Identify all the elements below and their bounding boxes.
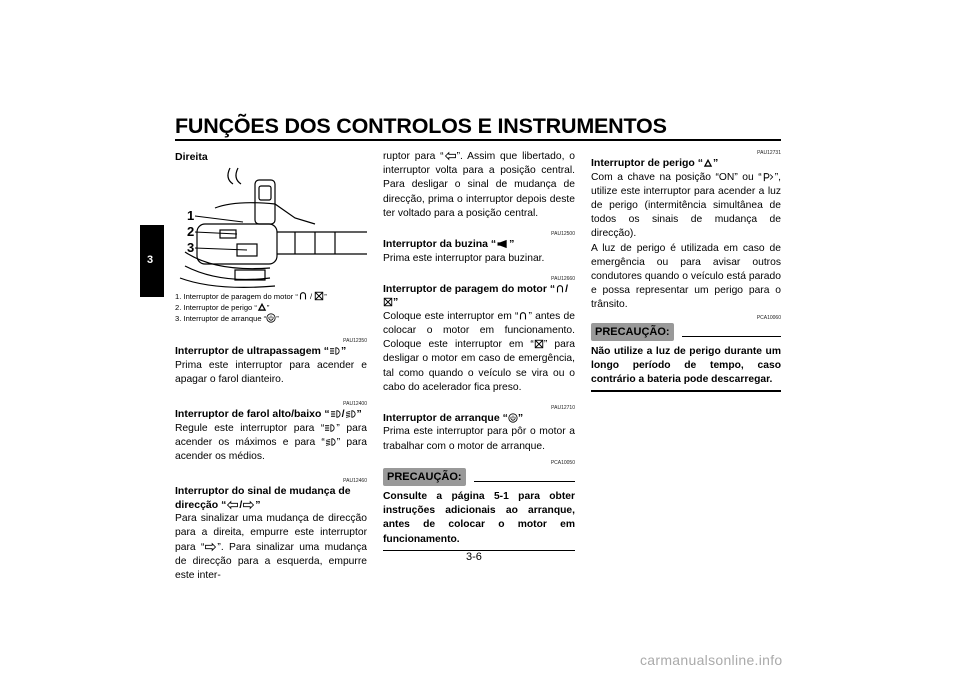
section-title: Interruptor de paragem do motor “ /” (383, 282, 569, 309)
high-beam-icon (329, 346, 341, 356)
section-body: Prima este interruptor para buzinar. (383, 252, 545, 264)
turn-right-icon (242, 500, 255, 510)
high-beam-icon (324, 423, 336, 433)
section-title: Interruptor de arranque “ ” (383, 411, 524, 424)
handlebar-illustration (175, 166, 367, 291)
section-subtitle: Direita (175, 151, 208, 163)
warning-end-rule (591, 390, 781, 392)
column-2 (383, 150, 575, 551)
warning-label: PRECAUÇÃO: (383, 468, 466, 486)
section-code: PAU12400 (343, 401, 367, 408)
section-body: ruptor para “ ”. Assim que libertado, o interruptor volta para a posição central. Para desligar o sinal de mudança de direcção, prima o interruptor depois deste ter voltado para a posição central. (383, 151, 575, 219)
hazard-icon (703, 158, 713, 168)
engine-stop-icon (383, 297, 393, 307)
callout-3: 3 (187, 240, 195, 256)
turn-left-icon (444, 151, 457, 161)
caption-1: 1. Interruptor de paragem do motor “ / ” (175, 292, 327, 302)
turn-right-icon (204, 542, 217, 552)
section-code: PAU12350 (343, 338, 367, 345)
section-code: PAU12660 (551, 275, 575, 282)
section-title: Interruptor do sinal de mudança de direcção “ / ” (175, 485, 351, 511)
section-title: Interruptor da buzina “ ” (383, 238, 515, 251)
column-1 (175, 150, 367, 583)
section-code: PAU12731 (757, 150, 781, 156)
section-code: PAU12710 (551, 404, 575, 411)
horn-icon (496, 239, 509, 249)
section-body-2: A luz de perigo é utilizada em caso de emergência ou para avisar outros condutores quando o veículo está parado e possa representar um perigo para o trânsito. (591, 242, 781, 311)
section-title: Interruptor de perigo “ ” (591, 157, 719, 169)
watermark: carmanualsonline.info (640, 652, 783, 668)
page-title: FUNÇÕES DOS CONTROLOS E INSTRUMENTOS (175, 114, 667, 138)
start-icon (508, 413, 518, 423)
warning-label: PRECAUÇÃO: (591, 323, 674, 341)
chapter-tab: 3 (140, 225, 164, 297)
callout-1: 1 (187, 208, 195, 224)
section-code: PAU12460 (343, 478, 367, 485)
warning-text: Não utilize a luz de perigo durante um longo período de tempo, caso contrário a bateria pode descarregar. (591, 345, 781, 386)
section-body: Com a chave na posição “ON” ou “ ”, utilize este interruptor para acender a luz de perigo (intermitência simultânea de todos os sinais de mudança de direcção). (591, 171, 781, 240)
turn-left-icon (226, 500, 239, 510)
callout-2: 2 (187, 224, 195, 240)
caption-3: 3. Interruptor de arranque “ ” (175, 314, 279, 324)
engine-stop-icon (314, 291, 324, 301)
low-beam-icon (345, 409, 357, 419)
warning-code: PCA10050 (550, 459, 575, 466)
start-icon (266, 313, 276, 323)
hazard-icon (257, 302, 267, 312)
engine-run-icon (298, 291, 308, 301)
section-body: Regule este interruptor para “ ” para acender os máximos e para “ ” para acender os médios. (175, 422, 367, 463)
section-body: Coloque este interruptor em “ ” antes de colocar o motor em funcionamento. Coloque este interruptor em “ ” para desligar o motor em caso de emergência, tal como quando o veículo se vira ou o cabo do acelerador fica preso. (383, 310, 575, 393)
section-body: Prima este interruptor para pôr o motor a trabalhar com o motor de arranque. (383, 426, 575, 452)
column-3 (591, 150, 781, 392)
warning-text: Consulte a página 5-1 para obter instruções adicionais ao arranque, antes de colocar o motor em funcionamento. (383, 491, 575, 545)
section-body: Para sinalizar uma mudança de direcção para a direita, empurre este interruptor para “ ”. Para sinalizar uma mudança de direcção para a esquerda, empurre este inter- (175, 513, 367, 582)
engine-run-icon (555, 284, 565, 294)
warning-header (591, 323, 781, 341)
section-title: Interruptor de ultrapassagem “ ” (175, 345, 347, 358)
engine-run-icon (518, 311, 528, 321)
title-rule (175, 139, 781, 141)
section-title: Interruptor de farol alto/baixo “ / ” (175, 408, 362, 421)
engine-stop-icon (534, 339, 544, 349)
section-body: Prima este interruptor para acender e apagar o farol dianteiro. (175, 359, 367, 385)
caption-2: 2. Interruptor de perigo “ ” (175, 303, 270, 313)
parking-icon (762, 172, 775, 182)
warning-code: PCA10060 (756, 314, 781, 321)
high-beam-icon (330, 409, 342, 419)
section-code: PAU12500 (551, 231, 575, 238)
low-beam-icon (325, 437, 337, 447)
page-number: 3-6 (466, 551, 482, 563)
warning-header (383, 468, 575, 486)
